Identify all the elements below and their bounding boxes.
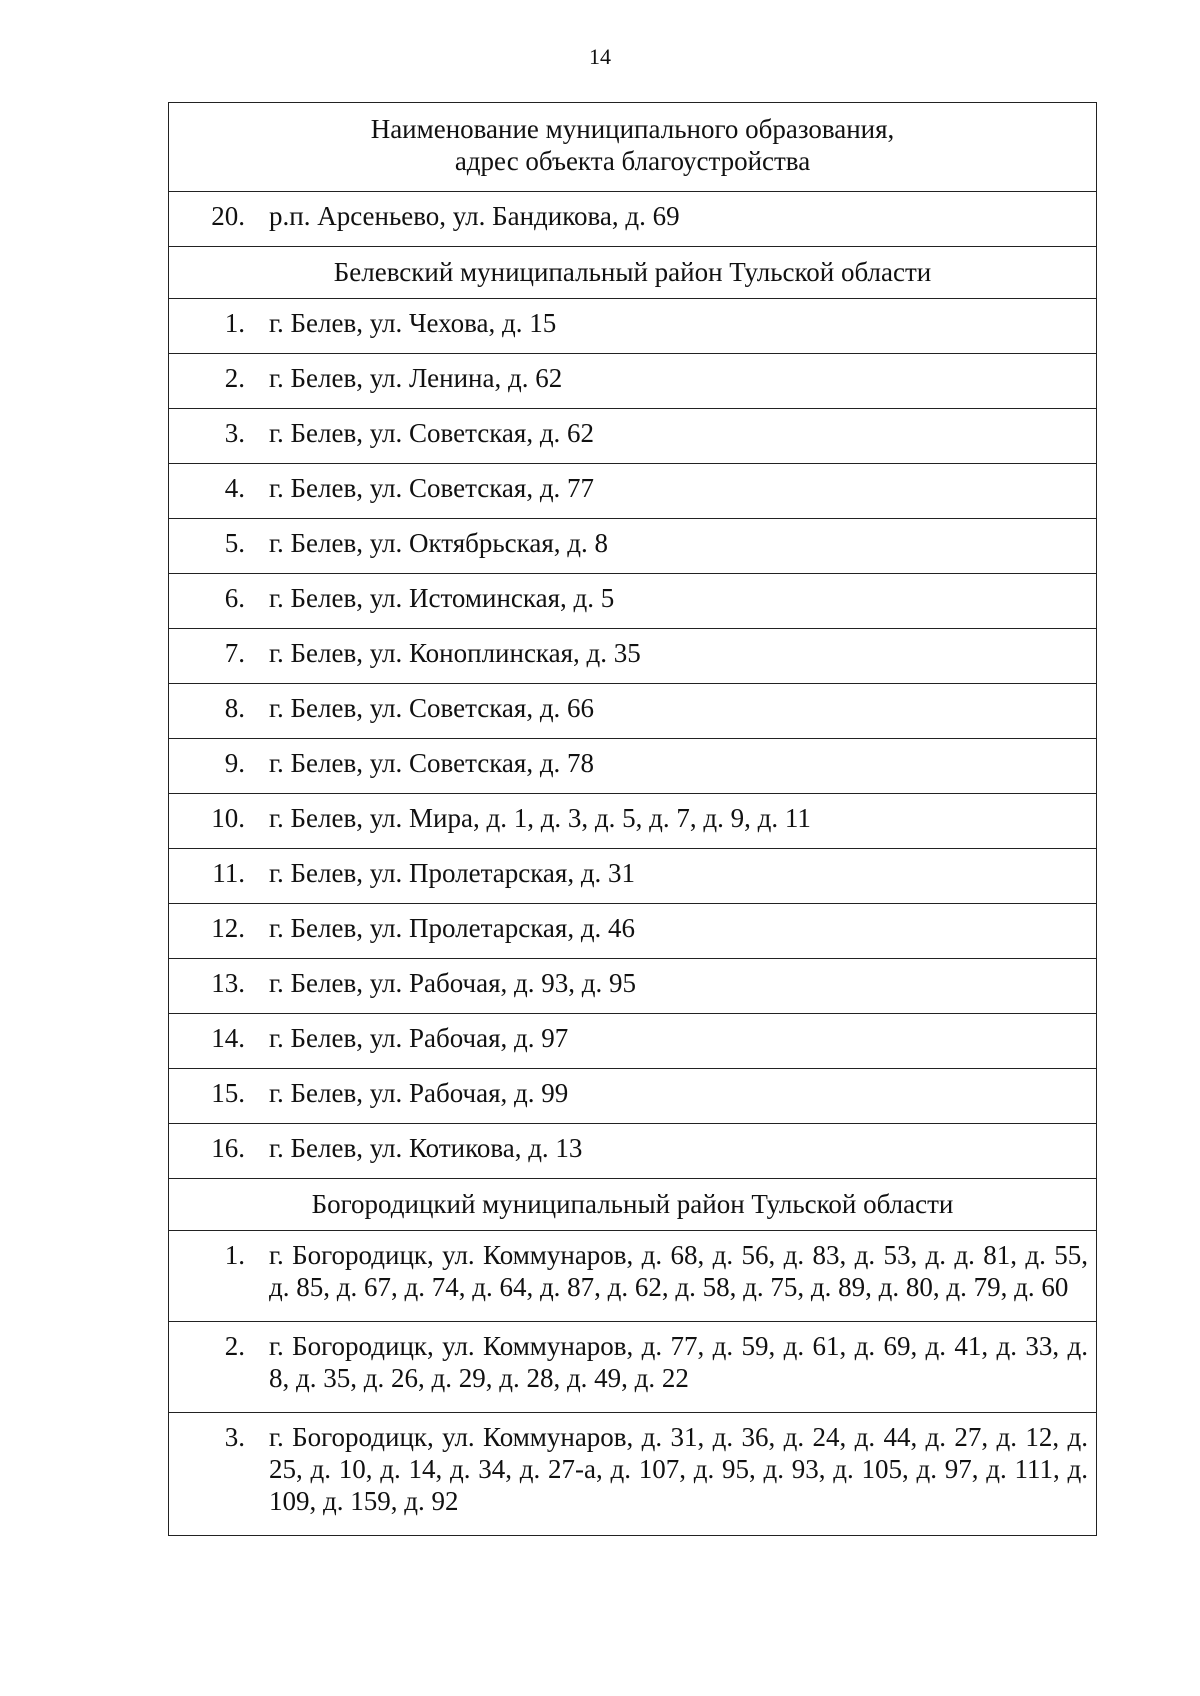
table-row xyxy=(169,1124,1097,1179)
row-number: 6. xyxy=(169,574,270,629)
row-number: 11. xyxy=(169,849,270,904)
row-number: 3. xyxy=(169,1413,270,1536)
row-address: г. Белев, ул. Чехова, д. 15 xyxy=(269,299,1097,354)
header-line-1: Наименование муниципального образования, xyxy=(370,114,895,144)
page-number: 14 xyxy=(589,44,611,69)
district-row-bogoroditsk xyxy=(169,1179,1097,1231)
header-line-2: адрес объекта благоустройства xyxy=(454,146,811,176)
row-address: г. Белев, ул. Советская, д. 78 xyxy=(269,739,1097,794)
table-row xyxy=(169,574,1097,629)
table-row xyxy=(169,1322,1097,1413)
row-number: 12. xyxy=(169,904,270,959)
row-number: 4. xyxy=(169,464,270,519)
row-number: 1. xyxy=(169,299,270,354)
table-row xyxy=(169,629,1097,684)
row-address: г. Белев, ул. Коноплинская, д. 35 xyxy=(269,629,1097,684)
row-address: г. Белев, ул. Советская, д. 62 xyxy=(269,409,1097,464)
district-row-belev xyxy=(169,247,1097,299)
table-row xyxy=(169,409,1097,464)
row-address: г. Белев, ул. Мира, д. 1, д. 3, д. 5, д. 7, д. 9, д. 11 xyxy=(269,794,1097,849)
row-address: г. Белев, ул. Пролетарская, д. 46 xyxy=(269,904,1097,959)
row-address: г. Богородицк, ул. Коммунаров, д. 77, д. 59, д. 61, д. 69, д. 41, д. 33, д. 8, д. 35, д. 26, д. 29, д. 28, д. 49, д. 22 xyxy=(269,1322,1097,1413)
row-number: 3. xyxy=(169,409,270,464)
row-number: 2. xyxy=(169,354,270,409)
row-number: 16. xyxy=(169,1124,270,1179)
table-header-row xyxy=(169,103,1097,192)
table-row xyxy=(169,1413,1097,1536)
table-row xyxy=(169,519,1097,574)
row-address: г. Белев, ул. Советская, д. 77 xyxy=(269,464,1097,519)
row-number: 13. xyxy=(169,959,270,1014)
row-number: 10. xyxy=(169,794,270,849)
table-row xyxy=(169,739,1097,794)
table-row xyxy=(169,794,1097,849)
table-header xyxy=(169,103,1097,192)
row-number: 2. xyxy=(169,1322,270,1413)
row-number: 1. xyxy=(169,1231,270,1322)
row-address: г. Белев, ул. Октябрьская, д. 8 xyxy=(269,519,1097,574)
address-table xyxy=(168,102,1097,1536)
row-address: г. Белев, ул. Истоминская, д. 5 xyxy=(269,574,1097,629)
row-address: г. Белев, ул. Советская, д. 66 xyxy=(269,684,1097,739)
table-row xyxy=(169,1069,1097,1124)
row-address: г. Богородицк, ул. Коммунаров, д. 68, д. 56, д. 83, д. 53, д. д. 81, д. 55, д. 85, д. 67, д. 74, д. 64, д. 87, д. 62, д. 58, д. 75, д. 89, д. 80, д. 79, д. 60 xyxy=(269,1231,1097,1322)
table-row xyxy=(169,904,1097,959)
row-address: р.п. Арсеньево, ул. Бандикова, д. 69 xyxy=(269,192,1097,247)
row-number: 15. xyxy=(169,1069,270,1124)
district-heading: Богородицкий муниципальный район Тульской области xyxy=(169,1179,1097,1231)
table-row xyxy=(169,464,1097,519)
row-number: 20. xyxy=(169,192,270,247)
district-heading: Белевский муниципальный район Тульской области xyxy=(169,247,1097,299)
row-address: г. Белев, ул. Рабочая, д. 93, д. 95 xyxy=(269,959,1097,1014)
table-row xyxy=(169,354,1097,409)
row-address: г. Белев, ул. Котикова, д. 13 xyxy=(269,1124,1097,1179)
row-address: г. Богородицк, ул. Коммунаров, д. 31, д. 36, д. 24, д. 44, д. 27, д. 12, д. 25, д. 10, д. 14, д. 34, д. 27-а, д. 107, д. 95, д. 93, д. 105, д. 97, д. 111, д. 109, д. 159, д. 92 xyxy=(269,1413,1097,1536)
table-row xyxy=(169,299,1097,354)
table-row xyxy=(169,192,1097,247)
table-row xyxy=(169,1014,1097,1069)
table-row xyxy=(169,684,1097,739)
table-row xyxy=(169,849,1097,904)
row-number: 14. xyxy=(169,1014,270,1069)
row-number: 8. xyxy=(169,684,270,739)
row-address: г. Белев, ул. Пролетарская, д. 31 xyxy=(269,849,1097,904)
row-number: 5. xyxy=(169,519,270,574)
row-address: г. Белев, ул. Ленина, д. 62 xyxy=(269,354,1097,409)
row-address: г. Белев, ул. Рабочая, д. 99 xyxy=(269,1069,1097,1124)
row-address: г. Белев, ул. Рабочая, д. 97 xyxy=(269,1014,1097,1069)
table-row xyxy=(169,959,1097,1014)
row-number: 7. xyxy=(169,629,270,684)
row-number: 9. xyxy=(169,739,270,794)
table-row xyxy=(169,1231,1097,1322)
